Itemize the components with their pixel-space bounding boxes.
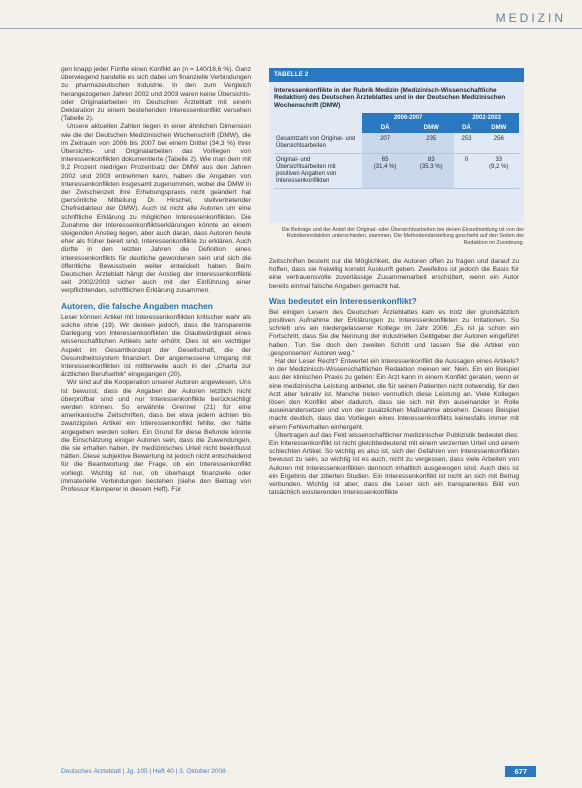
table-cell: 253: [454, 133, 478, 154]
table-note: Die Beiträge und der Anteil der Original- oder Übersichtsarbeiten bei denen Einzelmeldung ist von der Rubrikenredaktion unterschieden, stammen. Die Methodendarstellung geschieht auf den Seiten der Redaktion im Zuordnung.: [281, 227, 524, 246]
table-tag: TABELLE 2: [269, 68, 524, 82]
table-row: [274, 154, 519, 189]
table-cell: 235: [408, 133, 454, 154]
left-paragraph-4: Wir sind auf die Kooperation unserer Autoren angewiesen. Uns ist bewusst, dass die Angaben der Autoren letztlich nicht überprüfbar sind und nur Interessenkonflikte berücksichtigt werden können. So erwähnte Grenner (21) für eine amerikanische Zeitschriften, dass bei etwa jedem achten bis zwanzigsten Artikel ein Interessenkonflikt fehlte, der hätte angegeben werden sollen. Ein Grund für diese Befunde könnte die Einschätzung einiger Autoren sein, dass die Zuwendungen, die sie erhalten haben, ihr medizinisches Urteil nicht beeinflusst hätten. Diese subjektive Bewertung ist jedoch nicht entscheidend für die Beantwortung der Frage, ob ein Interessenkonflikt vorliegt. Wichtig ist nur, ob überhaupt finanzielle oder immaterielle Verbindungen bestehen (siehe den Beitrag von Professor Klemperer in diesem Heft). Für: [61, 379, 251, 493]
section-label: MEDIZIN: [495, 11, 566, 25]
table-period-b: 2002-2003: [454, 113, 519, 123]
table-row-label: Original- und Übersichtsarbeiten mit positiven Angaben von Interessenkonflikten: [274, 154, 362, 189]
table-cell: 207: [362, 133, 408, 154]
left-paragraph-1: gen knapp jeder Fünfte einen Konflikt an (n = 140/18,6 %). Ganz überwiegend handelte es sich dabei um finanzielle Verbindungen zu pharmazeutischen Industrie. In den zum Vergleich herangezogenen Jahren 2002 und 2003 waren keine Übersichts- oder Originalarbeiten im Deutschen Ärzteblatt mit einem Deklaration zu einem bestehenden Interessenkonflikt versehen (Tabelle 2).: [61, 66, 251, 123]
table-header-row-periods: [274, 113, 519, 123]
right-paragraph-3: Hat der Leser Recht? Entwertet ein Interessenkonflikt die Aussagen eines Artikels? In der Medizinisch-Wissenschaftlichen Redaktion meinen wir: Nein. Ein ein Beispiel aus der klinischen Praxis zu geben: Ein Arzt kann in einem Konflikt geraten, wenn er eine medizinische Leistung anbietet, die für seinen Patienten nicht notwendig, für den Arzt aber lukrativ ist. Manche treten vermutlich diese Leistung an. Viele Kollegen lösen den Konflikt aber dadurch, dass sie sich mit ihm auseinander in Rolle auseinandersetzen und von der zusätzlichen Maßnahme absehen. Dieses Beispiel macht deutlich, dass das Vorliegen eines Interessenkonflikts keinesfalls immer mit einem Fehlverhalten einhergeht.: [269, 358, 519, 431]
page-footer: [61, 768, 536, 778]
left-column: [61, 66, 251, 764]
table-subheader: DMW: [479, 123, 519, 133]
table-subheader: DÄ: [454, 123, 478, 133]
table-corner: [274, 113, 362, 123]
table-row-label: Gesamtzahl von Original- und Übersichtsarbeiten: [274, 133, 362, 154]
header-rule: [0, 28, 582, 29]
table-2: [269, 68, 524, 223]
footer-source: Deutsches Ärzteblatt | Jg. 105 | Heft 40 | 3. Oktober 2008: [61, 768, 226, 775]
table-period-a: 2006-2007: [362, 113, 454, 123]
table-cell: 33 (9,2 %): [479, 154, 519, 189]
table-grid: [274, 113, 519, 189]
right-paragraph-2: Bei einigen Lesern des Deutschen Ärzteblattes kam es trotz der grundsätzlich positiven Aufnahme der Erklärungen zu Interessenkonflikten zu Irritationen. So schrieb uns ein niedergelassener Kollege im Jahr 2006: „Es ist ja schon ein Fortschritt, dass Sie die Nennung der industriellen Geldgeber der Autoren eingeführt haben. Tun Sie doch den zweiten Schritt und lassen Sie die Artikel von ‚gesponserten‘ Autoren weg.“: [269, 308, 519, 357]
page-number: 677: [505, 766, 536, 777]
left-paragraph-3: Leser können Artikel mit Interessenkonflikten kritischer wahr als solche ohne (19). Wir denken jedoch, dass die transparente Darlegung von Interessenkonflikten die Glaubwürdigkeit eines wissenschaftlichen Artikels sehr erhöht. Dies ist ein wichtiger Aspekt im Gesamtkonzept der Gesellschaft, die der Gesundheitssystem finanziert. Der angemessene Umgang mit Interessenkonflikten ist mittlerweile auch in der „Charta zur ärztlichen Berufsethik“ eingegangen (20).: [61, 313, 251, 379]
right-section-heading: Was bedeutet ein Interessenkonflikt?: [269, 295, 417, 306]
table-row: [274, 133, 519, 154]
table-cell: 256: [479, 133, 519, 154]
table-corner-2: [274, 123, 362, 133]
left-section-heading: Autoren, die falsche Angaben machen: [61, 300, 213, 311]
right-paragraph-4: Übertragen auf das Feld wissenschaftlicher medizinischer Publizistik bedeutet dies: Ein Interessenkonflikt ist nicht gleichbedeutend mit einem verzerrten Urteil und einem schlechten Artikel. So wichtig es also ist, sich der Gefahren von Interessenkonflikten bewusst zu sein, so wichtig ist es auch, nicht zu vergessen, dass viele Arbeiten von Autoren mit Interessenkonflikten dennoch inhaltlich ausgewogen sind. Auch dies ist ein Ergebnis der zitierten Studien. Ein Interessenkonflikt ist nicht an sich mit Betrug verbunden. Wichtig ist aber, dass die Leser sich ein transparentes Bild von tatsächlich existierenden Interessenkonflikte: [269, 431, 519, 497]
left-paragraph-2: Unsere aktuellen Zahlen liegen in einer ähnlichen Dimension wie die der Deutschen Medizinischen Wochenschrift (DMW), die im Zeitraum von 2006 bis 2007 bei einem Drittel (34,3 %) ihrer Übersichts- und Originalarbeiten das Vorliegen von Interessenkonflikten dokumentierte (Tabelle 2). Wie man dem mit 9,2 Prozent niedrigen Prozentsatz der DMW aus den Jahren 2002 und 2003 entnehmen kann, haben die Angaben von Interessenkonflikten insgesamt zugenommen, wobei die DMW in der Zwischenzeit ihre Erhebungspraxis nicht geändert hat (persönliche Mitteilung Dr. Hirschel, stellvertretender Chefredakteur der DMW). Auch ist nicht alle Autoren um eine schriftliche Erklärung zu möglichen Interessenkonflikten. Die Zunahme der Interessenkonfliktserklärungen könnte an einem steigenden Anstieg liegen, aber auch daran, dass Autoren heute eher als früher bereit sind, Interessenkonflikte zu erklären. Auch dürfte in den letzten Jahren die Definition eines Interessenkonflikts für deutliche gewordenen sein und sich die öffentliche Bewusstsein weiter entwickelt haben. Beim Deutschen Ärzteblatt hängt der Anstieg der Interessenkonflikte seit 2002/2003 sicher auch mit der Einführung einer verpflichtenden, schriftlichen Erklärung zusammen.: [61, 123, 251, 295]
table-title: Interessenkonflikte in der Rubrik Medizin (Medizinisch-Wissenschaftliche Redaktion) des Deutschen Ärzteblattes und in der Deutschen Medizinischen Wochenschrift (DMW): [274, 87, 506, 109]
right-paragraph-1: Zeitschriften besteht nur die Möglichkeit, die Autoren offen zu fragen und darauf zu hoffen, dass sie freiwillig korrekt Auskunft geben. Zweifellos ist jedoch die Basis für eine vertrauensvolle zuverlässige Zusammenarbeit erschüttert, wenn ein Autor bereits einmal falsche Angaben gemacht hat.: [269, 258, 519, 290]
table-subheader: DMW: [408, 123, 454, 133]
right-column: [269, 258, 519, 764]
table-cell: 65 (31,4 %): [362, 154, 408, 189]
table-header-row-journals: [274, 123, 519, 133]
table-cell: 0: [454, 154, 478, 189]
table-cell: 83 (35,3 %): [408, 154, 454, 189]
table-subheader: DÄ: [362, 123, 408, 133]
